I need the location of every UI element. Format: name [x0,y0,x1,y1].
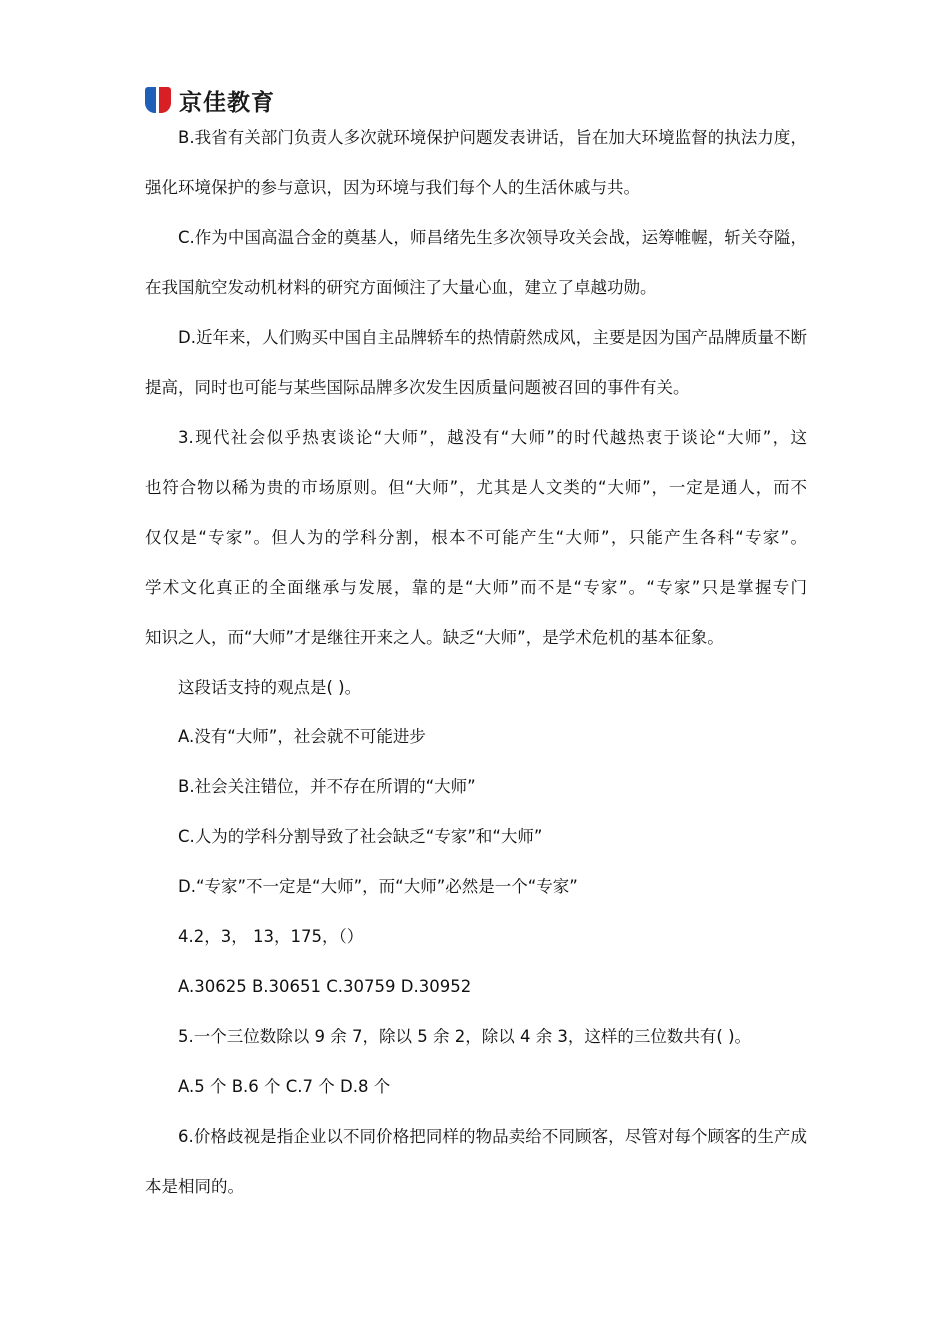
logo-mark-red [159,87,171,113]
text-line: 也符合物以稀为贵的市场原则。但“大师”，尤其是人文类的“大师”，一定是通人，而不 [145,478,807,497]
text-line: 3.现代社会似乎热衷谈论“大师”，越没有“大师”的时代越热衷于谈论“大师”，这 [178,428,807,447]
text-line: 知识之人，而“大师”才是继往开来之人。缺乏“大师”，是学术危机的基本征象。 [145,628,724,647]
answer-option: D.“专家”不一定是“大师”，而“大师”必然是一个“专家” [178,877,578,896]
question-text: 4.2，3， 13，175，（） [178,927,364,946]
text-line: 学术文化真正的全面继承与发展，靠的是“大师”而不是“专家”。“专家”只是掌握专门 [145,578,807,597]
text-line: 强化环境保护的参与意识，因为环境与我们每个人的生活休戚与共。 [145,178,640,197]
text-line: C.作为中国高温合金的奠基人，师昌绪先生多次领导攻关会战，运筹帷幄，斩关夺隘， [178,228,807,247]
answer-options: A.5 个 B.6 个 C.7 个 D.8 个 [178,1077,391,1096]
logo-icon [145,87,173,113]
text-line: 提高，同时也可能与某些国际品牌多次发生因质量问题被召回的事件有关。 [145,378,690,397]
brand-logo [145,86,275,114]
text-line: 仅仅是“专家”。但人为的学科分割，根本不可能产生“大师”，只能产生各科“专家”。 [145,528,807,547]
text-line: B.我省有关部门负责人多次就环境保护问题发表讲话，旨在加大环境监督的执法力度， [178,128,807,147]
answer-option: A.没有“大师”，社会就不可能进步 [178,727,426,746]
text-line: 在我国航空发动机材料的研究方面倾注了大量心血，建立了卓越功勋。 [145,278,657,297]
question-prompt: 这段话支持的观点是( )。 [178,678,362,697]
answer-option: C.人为的学科分割导致了社会缺乏“专家”和“大师” [178,827,543,846]
question-text: 5.一个三位数除以 9 余 7，除以 5 余 2，除以 4 余 3，这样的三位数共有( )。 [178,1027,752,1046]
logo-mark-blue [145,87,156,113]
text-line: D.近年来，人们购买中国自主品牌轿车的热情蔚然成风，主要是因为国产品牌质量不断 [178,328,807,347]
text-line: 6.价格歧视是指企业以不同价格把同样的物品卖给不同顾客，尽管对每个顾客的生产成 [178,1127,807,1146]
answer-options: A.30625 B.30651 C.30759 D.30952 [178,977,472,996]
text-line: 本是相同的。 [145,1177,244,1196]
logo-text: 京佳教育 [179,89,275,116]
answer-option: B.社会关注错位，并不存在所谓的“大师” [178,777,476,796]
